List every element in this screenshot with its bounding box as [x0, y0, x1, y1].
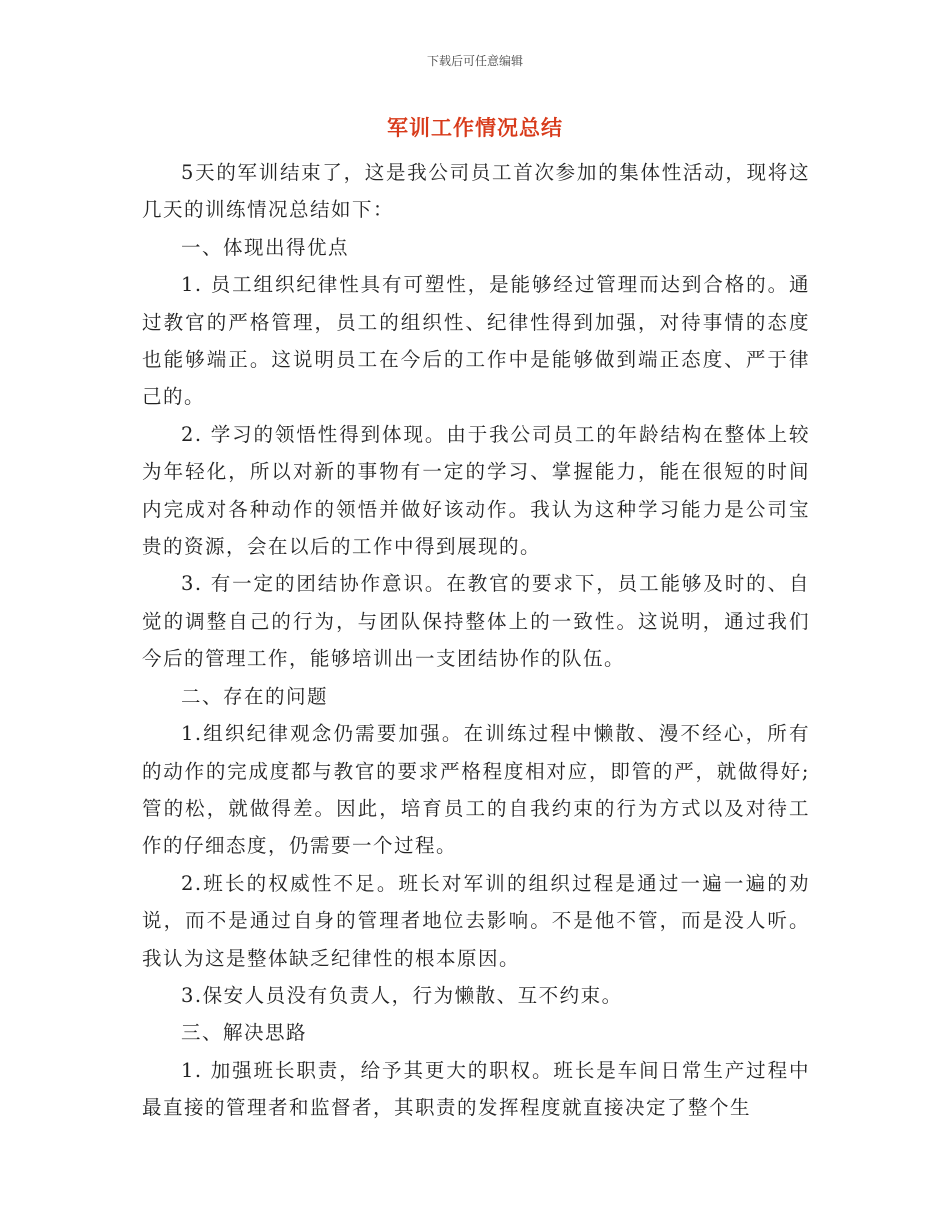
document-body	[142, 154, 810, 1127]
paragraph-problem-1: 1.组织纪律观念仍需要加强。在训练过程中懒散、漫不经心，所有的动作的完成度都与教官的要求严格程度相对应，即管的严，就做得好;管的松，就做得差。因此，培育员工的自我约束的行为方式以及对待工作的仔细态度，仍需要一个过程。	[142, 722, 810, 858]
paragraph-problem-3: 3.保安人员没有负责人，行为懒散、互不约束。	[181, 983, 623, 1007]
paragraph-solution-1: 1. 加强班长职责，给予其更大的职权。班长是车间日常生产过程中最直接的管理者和监督者，其职责的发挥程度就直接决定了整个生	[142, 1058, 810, 1120]
section-heading-solutions: 三、解决思路	[181, 1021, 308, 1045]
document-title: 军训工作情况总结	[387, 116, 563, 140]
page-header-note: 下载后可任意编辑	[426, 54, 523, 68]
paragraph-advantage-1: 1. 员工组织纪律性具有可塑性，是能够经过管理而达到合格的。通过教官的严格管理，员工的组织性、纪律性得到加强，对待事情的态度也能够端正。这说明员工在今后的工作中是能够做到端正态度、严于律己的。	[142, 273, 810, 409]
paragraph-advantage-3: 3. 有一定的团结协作意识。在教官的要求下，员工能够及时的、自觉的调整自己的行为，与团队保持整体上的一致性。这说明，通过我们今后的管理工作，能够培训出一支团结协作的队伍。	[142, 572, 810, 671]
section-heading-problems: 二、存在的问题	[181, 684, 329, 708]
section-heading-advantages: 一、体现出得优点	[181, 235, 350, 259]
paragraph-intro: 5天的军训结束了，这是我公司员工首次参加的集体性活动，现将这几天的训练情况总结如下：	[142, 161, 810, 222]
paragraph-advantage-2: 2. 学习的领悟性得到体现。由于我公司员工的年龄结构在整体上较为年轻化，所以对新的事物有一定的学习、掌握能力，能在很短的时间内完成对各种动作的领悟并做好该动作。我认为这种学习能力是公司宝贵的资源，会在以后的工作中得到展现的。	[142, 422, 810, 559]
paragraph-problem-2: 2.班长的权威性不足。班长对军训的组织过程是通过一遍一遍的劝说，而不是通过自身的管理者地位去影响。不是他不管，而是没人听。我认为这是整体缺乏纪律性的根本原因。	[142, 871, 810, 970]
